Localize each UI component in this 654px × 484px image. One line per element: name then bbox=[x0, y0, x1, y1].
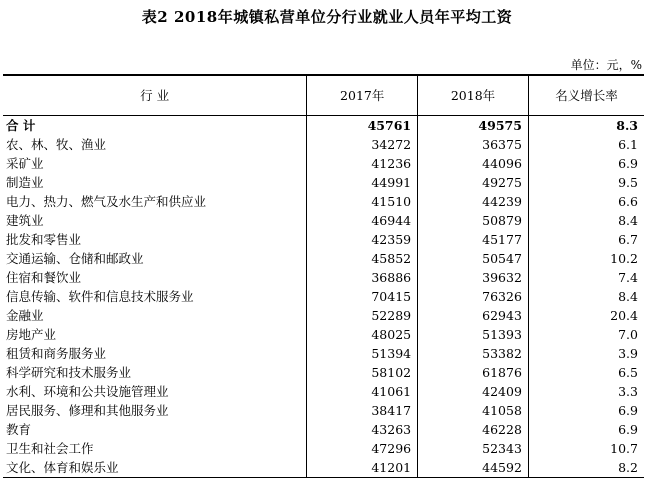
cell-2017: 70415 bbox=[307, 287, 418, 306]
cell-industry: 交通运输、仓储和邮政业 bbox=[6, 250, 144, 266]
cell-growth-rate: 20.4 bbox=[528, 306, 644, 325]
cell-2018: 53382 bbox=[418, 344, 529, 363]
cell-industry: 水利、环境和公共设施管理业 bbox=[6, 383, 169, 399]
cell-2017: 48025 bbox=[307, 325, 418, 344]
cell-growth-rate: 8.2 bbox=[528, 458, 644, 478]
table-row bbox=[3, 249, 644, 268]
cell-2018: 44096 bbox=[418, 154, 529, 173]
cell-industry: 金融业 bbox=[6, 307, 44, 323]
cell-growth-rate: 6.9 bbox=[528, 154, 644, 173]
cell-2018: 61876 bbox=[418, 363, 529, 382]
cell-industry: 建筑业 bbox=[6, 212, 44, 228]
cell-growth-rate: 6.9 bbox=[528, 401, 644, 420]
cell-2018: 76326 bbox=[418, 287, 529, 306]
cell-industry: 文化、体育和娱乐业 bbox=[3, 458, 307, 478]
cell-2017: 41236 bbox=[307, 154, 418, 173]
table-row bbox=[3, 382, 644, 401]
cell-growth-rate: 7.0 bbox=[528, 325, 644, 344]
cell-2018: 41058 bbox=[418, 401, 529, 420]
table-row bbox=[3, 154, 644, 173]
cell-2018: 36375 bbox=[418, 135, 529, 154]
cell-growth-rate: 3.3 bbox=[528, 382, 644, 401]
cell-2018: 39632 bbox=[418, 268, 529, 287]
table-row bbox=[3, 173, 644, 192]
table-row bbox=[3, 325, 644, 344]
cell-industry: 农、林、牧、渔业 bbox=[6, 136, 107, 152]
cell-2018: 52343 bbox=[418, 439, 529, 458]
cell-growth-rate: 10.7 bbox=[528, 439, 644, 458]
cell-industry: 教育 bbox=[6, 421, 32, 437]
cell-2018: 46228 bbox=[418, 420, 529, 439]
cell-industry: 科学研究和技术服务业 bbox=[6, 364, 132, 380]
cell-2018: 45177 bbox=[418, 230, 529, 249]
table-row bbox=[3, 211, 644, 230]
cell-2017: 43263 bbox=[307, 420, 418, 439]
cell-2017: 34272 bbox=[307, 135, 418, 154]
cell-2017: 52289 bbox=[307, 306, 418, 325]
cell-2018: 42409 bbox=[418, 382, 529, 401]
cell-2017: 51394 bbox=[307, 344, 418, 363]
table-row bbox=[3, 401, 644, 420]
cell-2017: 45852 bbox=[307, 249, 418, 268]
cell-2017: 42359 bbox=[307, 230, 418, 249]
table-row bbox=[3, 458, 644, 478]
cell-growth-rate: 6.9 bbox=[528, 420, 644, 439]
cell-industry: 租赁和商务服务业 bbox=[6, 345, 107, 361]
cell-industry: 采矿业 bbox=[6, 155, 44, 171]
cell-2018: 49575 bbox=[418, 115, 529, 135]
cell-industry: 居民服务、修理和其他服务业 bbox=[6, 402, 169, 418]
cell-2017: 41201 bbox=[307, 458, 418, 478]
cell-2017: 41061 bbox=[307, 382, 418, 401]
header-row bbox=[3, 75, 644, 115]
cell-2017: 45761 bbox=[307, 115, 418, 135]
table-row-total bbox=[3, 115, 644, 135]
cell-growth-rate: 9.5 bbox=[528, 173, 644, 192]
table-row bbox=[3, 306, 644, 325]
unit-label: 单位：元，% bbox=[570, 58, 642, 72]
cell-industry: 批发和零售业 bbox=[6, 231, 82, 247]
header-2017: 2017年 bbox=[307, 75, 418, 115]
cell-2017: 41510 bbox=[307, 192, 418, 211]
cell-growth-rate: 6.5 bbox=[528, 363, 644, 382]
cell-2017: 58102 bbox=[307, 363, 418, 382]
table-body bbox=[3, 115, 644, 477]
table-row bbox=[3, 287, 644, 306]
cell-2017: 46944 bbox=[307, 211, 418, 230]
cell-growth-rate: 3.9 bbox=[528, 344, 644, 363]
cell-2017: 44991 bbox=[307, 173, 418, 192]
cell-2018: 62943 bbox=[418, 306, 529, 325]
cell-2018: 44592 bbox=[418, 458, 529, 478]
cell-industry: 信息传输、软件和信息技术服务业 bbox=[6, 288, 194, 304]
cell-industry: 制造业 bbox=[6, 174, 44, 190]
cell-industry: 合 计 bbox=[6, 117, 36, 133]
header-growth-rate: 名义增长率 bbox=[528, 75, 644, 115]
cell-2018: 50547 bbox=[418, 249, 529, 268]
header-industry: 行 业 bbox=[3, 75, 307, 115]
cell-industry: 电力、热力、燃气及水生产和供应业 bbox=[6, 193, 207, 209]
cell-growth-rate: 8.4 bbox=[528, 287, 644, 306]
cell-2017: 36886 bbox=[307, 268, 418, 287]
table-row bbox=[3, 192, 644, 211]
cell-growth-rate: 6.1 bbox=[528, 135, 644, 154]
cell-2017: 38417 bbox=[307, 401, 418, 420]
cell-2018: 44239 bbox=[418, 192, 529, 211]
cell-growth-rate: 8.3 bbox=[528, 115, 644, 135]
table-row bbox=[3, 135, 644, 154]
cell-growth-rate: 10.2 bbox=[528, 249, 644, 268]
cell-2018: 51393 bbox=[418, 325, 529, 344]
table-row bbox=[3, 439, 644, 458]
table-row bbox=[3, 363, 644, 382]
table-row bbox=[3, 420, 644, 439]
cell-growth-rate: 6.7 bbox=[528, 230, 644, 249]
header-2018: 2018年 bbox=[418, 75, 529, 115]
table-row bbox=[3, 344, 644, 363]
cell-2018: 50879 bbox=[418, 211, 529, 230]
table-row bbox=[3, 230, 644, 249]
table-row bbox=[3, 268, 644, 287]
cell-2017: 47296 bbox=[307, 439, 418, 458]
cell-2018: 49275 bbox=[418, 173, 529, 192]
cell-industry: 住宿和餐饮业 bbox=[6, 269, 82, 285]
cell-growth-rate: 8.4 bbox=[528, 211, 644, 230]
wage-table bbox=[3, 74, 644, 478]
cell-growth-rate: 7.4 bbox=[528, 268, 644, 287]
table-title: 表2 2018年城镇私营单位分行业就业人员年平均工资 bbox=[141, 8, 513, 26]
cell-industry: 房地产业 bbox=[6, 326, 57, 342]
cell-industry: 卫生和社会工作 bbox=[6, 440, 94, 456]
cell-growth-rate: 6.6 bbox=[528, 192, 644, 211]
